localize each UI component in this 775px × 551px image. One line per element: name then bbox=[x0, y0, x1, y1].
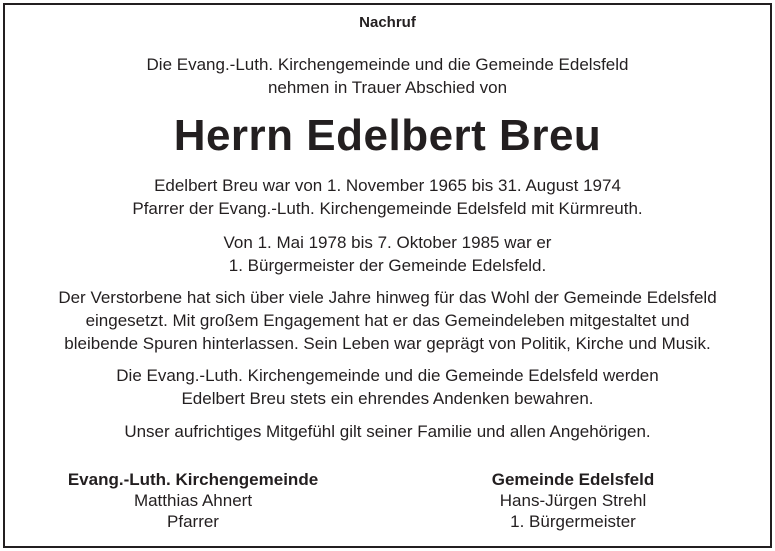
mayor-line-2: 1. Bürgermeister der Gemeinde Edelsfeld. bbox=[228, 256, 547, 275]
intro-line-1: Die Evang.-Luth. Kirchengemeinde und die Gemeinde Edelsfeld bbox=[146, 55, 629, 74]
signature-municipality-org: Gemeinde Edelsfeld bbox=[491, 470, 655, 489]
tribute-line-1: Der Verstorbene hat sich über viele Jahre hinweg für das Wohl der Gemeinde Edelsfeld bbox=[58, 288, 717, 307]
remember-paragraph bbox=[0, 364, 775, 410]
tribute-line-2: eingesetzt. Mit großem Engagement hat er das Gemeindeleben mitgestaltet und bbox=[85, 311, 690, 330]
sympathy-sentence: Unser aufrichtiges Mitgefühl gilt seiner Familie und allen Angehörigen. bbox=[124, 422, 651, 441]
deceased-name: Herrn Edelbert Breu bbox=[173, 111, 602, 160]
mayor-paragraph bbox=[0, 231, 775, 277]
pastor-line-2: Pfarrer der Evang.-Luth. Kirchengemeinde Edelsfeld mit Kürmreuth. bbox=[132, 199, 643, 218]
signature-church bbox=[23, 469, 363, 532]
pastor-line-1: Edelbert Breu war von 1. November 1965 bis 31. August 1974 bbox=[154, 176, 621, 195]
signature-municipality-person: Hans-Jürgen Strehl bbox=[499, 491, 647, 510]
signature-municipality bbox=[403, 469, 743, 532]
signature-church-org: Evang.-Luth. Kirchengemeinde bbox=[67, 470, 319, 489]
remember-line-1: Die Evang.-Luth. Kirchengemeinde und die Gemeinde Edelsfeld werden bbox=[116, 366, 659, 385]
pastor-paragraph bbox=[0, 174, 775, 220]
tribute-line-3: bleibende Spuren hinterlassen. Sein Leben war geprägt von Politik, Kirche und Musik. bbox=[64, 334, 711, 353]
tribute-paragraph bbox=[0, 286, 775, 355]
obituary-heading: Nachruf bbox=[359, 14, 416, 31]
mayor-line-1: Von 1. Mai 1978 bis 7. Oktober 1985 war er bbox=[223, 233, 552, 252]
signature-church-person: Matthias Ahnert bbox=[133, 491, 253, 510]
intro-line-2: nehmen in Trauer Abschied von bbox=[267, 78, 508, 97]
signature-municipality-role: 1. Bürgermeister bbox=[510, 512, 636, 531]
intro-paragraph bbox=[0, 53, 775, 99]
signature-church-role: Pfarrer bbox=[167, 512, 219, 531]
remember-line-2: Edelbert Breu stets ein ehrendes Andenken bewahren. bbox=[181, 389, 594, 408]
